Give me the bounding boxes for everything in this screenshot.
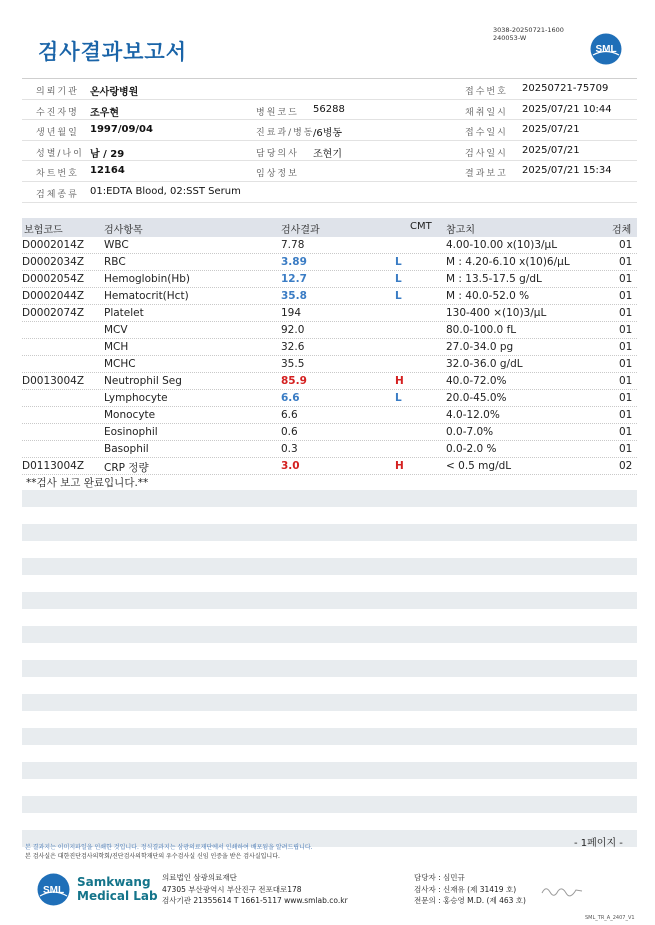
result-flag: H bbox=[395, 460, 404, 472]
result-test-item: Hemoglobin(Hb) bbox=[104, 273, 191, 285]
sml-logo-icon bbox=[590, 33, 622, 65]
result-test-item: MCV bbox=[104, 324, 128, 336]
info-row bbox=[22, 79, 637, 100]
value-collection-time: 2025/07/21 10:44 bbox=[522, 103, 612, 115]
logo-text: SML bbox=[595, 44, 617, 55]
value-patient-name: 조우현 bbox=[90, 107, 119, 119]
result-flag: L bbox=[395, 290, 402, 302]
result-row bbox=[22, 305, 637, 322]
result-specimen: 01 bbox=[619, 426, 633, 438]
org-address: 47305 부산광역시 부산진구 전포대로178 bbox=[162, 884, 302, 894]
result-reference-range: 20.0-45.0% bbox=[446, 392, 507, 404]
header-reference: 참고치 bbox=[446, 225, 475, 236]
organization-info bbox=[162, 872, 348, 907]
result-insurance-code: D0002044Z bbox=[22, 290, 85, 302]
signature-mark bbox=[540, 882, 584, 898]
result-row bbox=[22, 237, 637, 254]
result-test-item: CRP 정량 bbox=[104, 462, 149, 474]
result-specimen: 01 bbox=[619, 256, 633, 268]
result-reference-range: M : 4.20-6.10 x(10)6/μL bbox=[446, 256, 570, 268]
document-code bbox=[493, 26, 564, 42]
results-header bbox=[22, 218, 637, 237]
brand-line-1: Samkwang bbox=[77, 875, 151, 889]
result-value: 6.6 bbox=[281, 409, 298, 421]
result-test-item: Lymphocyte bbox=[104, 392, 168, 404]
value-receipt-time: 2025/07/21 bbox=[522, 124, 580, 136]
result-reference-range: M : 40.0-52.0 % bbox=[446, 290, 530, 302]
result-row bbox=[22, 424, 637, 441]
label-birth-date: 생년월일 bbox=[36, 128, 79, 139]
print-disclaimer: 본 결과지는 이미지파일을 인쇄한 것입니다. 정식결과지는 삼광의료재단에서 인쇄하여 배포됨을 알려드립니다. bbox=[25, 844, 313, 851]
result-row bbox=[22, 373, 637, 390]
report-complete-note: **검사 보고 완료입니다.** bbox=[26, 477, 149, 489]
label-receipt-time: 접수일시 bbox=[465, 128, 508, 139]
label-test-time: 검사일시 bbox=[465, 148, 508, 159]
result-test-item: MCH bbox=[104, 341, 129, 353]
result-flag: H bbox=[395, 375, 404, 387]
result-reference-range: 0.0-2.0 % bbox=[446, 443, 497, 455]
result-row bbox=[22, 254, 637, 271]
result-specimen: 01 bbox=[619, 409, 633, 421]
result-row bbox=[22, 322, 637, 339]
empty-rows-area bbox=[22, 490, 637, 848]
brand-line-2: Medical Lab bbox=[77, 889, 158, 903]
result-test-item: RBC bbox=[104, 256, 126, 268]
result-specimen: 01 bbox=[619, 358, 633, 370]
result-specimen: 02 bbox=[619, 460, 633, 472]
org-contact: 검사기관 21355614 T 1661-5117 www.smlab.co.kr bbox=[162, 896, 348, 905]
staff-info bbox=[414, 872, 526, 907]
result-value: 7.78 bbox=[281, 239, 305, 251]
document-code-line-1: 3038-20250721-1600 bbox=[493, 26, 564, 34]
value-department-ward: /6병동 bbox=[313, 128, 343, 140]
result-test-item: Neutrophil Seg bbox=[104, 375, 182, 387]
result-specimen: 01 bbox=[619, 290, 633, 302]
result-test-item: Basophil bbox=[104, 443, 149, 455]
header-insurance-code: 보험코드 bbox=[24, 225, 63, 236]
result-value: 0.3 bbox=[281, 443, 298, 455]
org-name: 의료법인 삼광의료재단 bbox=[162, 873, 237, 882]
result-value: 35.5 bbox=[281, 358, 305, 370]
result-row bbox=[22, 339, 637, 356]
result-specimen: 01 bbox=[619, 341, 633, 353]
result-flag: L bbox=[395, 392, 402, 404]
label-hospital-code: 병원코드 bbox=[256, 107, 299, 118]
result-insurance-code: D0113004Z bbox=[22, 460, 85, 472]
form-code: SML_TR_A_2407_V1 bbox=[585, 915, 635, 921]
result-value: 3.0 bbox=[281, 460, 300, 472]
result-reference-range: 27.0-34.0 pg bbox=[446, 341, 514, 353]
result-reference-range: 0.0-7.0% bbox=[446, 426, 494, 438]
result-test-item: Hematocrit(Hct) bbox=[104, 290, 189, 302]
label-requesting-org: 의뢰기관 bbox=[36, 87, 79, 97]
result-reference-range: 32.0-36.0 g/dL bbox=[446, 358, 523, 370]
staff-tester: 검사자 : 신재유 (제 31419 호) bbox=[414, 884, 517, 894]
info-row bbox=[22, 141, 637, 162]
value-report-time: 2025/07/21 15:34 bbox=[522, 165, 612, 177]
label-department-ward: 진료과/병동 bbox=[256, 128, 315, 139]
header-test-result: 검사결과 bbox=[281, 225, 320, 236]
result-reference-range: 4.0-12.0% bbox=[446, 409, 500, 421]
value-requesting-org: 온사랑병원 bbox=[90, 87, 139, 98]
result-flag: L bbox=[395, 256, 402, 268]
result-row bbox=[22, 356, 637, 373]
result-specimen: 01 bbox=[619, 324, 633, 336]
result-value: 32.6 bbox=[281, 341, 305, 353]
result-test-item: Monocyte bbox=[104, 409, 156, 421]
result-row bbox=[22, 390, 637, 407]
brand-name bbox=[77, 875, 158, 903]
value-receipt-number: 20250721-75709 bbox=[522, 83, 609, 94]
accreditation-note: 본 검사실은 대한진단검사의학회/진단검사의학재단의 우수검사실 신임 인증을 받은 검사실입니다. bbox=[25, 853, 280, 860]
label-report-time: 결과보고 bbox=[465, 169, 508, 180]
result-value: 0.6 bbox=[281, 426, 298, 438]
result-test-item: MCHC bbox=[104, 358, 136, 370]
header-specimen: 검체 bbox=[612, 225, 632, 236]
value-doctor: 조현기 bbox=[313, 148, 342, 160]
result-value: 3.89 bbox=[281, 256, 307, 268]
document-code-line-2: 240053-W bbox=[493, 34, 527, 42]
patient-info-table bbox=[22, 78, 637, 203]
sml-footer-logo-icon bbox=[37, 873, 70, 906]
result-test-item: Eosinophil bbox=[104, 426, 158, 438]
result-specimen: 01 bbox=[619, 273, 633, 285]
result-reference-range: 130-400 ×(10)3/μL bbox=[446, 307, 547, 319]
result-insurance-code: D0002054Z bbox=[22, 273, 85, 285]
result-row bbox=[22, 441, 637, 458]
value-test-time: 2025/07/21 bbox=[522, 144, 580, 156]
value-specimen-type: 01:EDTA Blood, 02:SST Serum bbox=[90, 185, 241, 197]
value-chart-number: 12164 bbox=[90, 165, 125, 177]
result-flag: L bbox=[395, 273, 402, 285]
label-doctor: 담당의사 bbox=[256, 148, 299, 159]
result-reference-range: 80.0-100.0 fL bbox=[446, 324, 517, 336]
info-row bbox=[22, 161, 637, 182]
value-birth-date: 1997/09/04 bbox=[90, 124, 153, 136]
staff-specialist: 전문의 : 홍승영 M.D. (제 463 호) bbox=[414, 896, 526, 905]
value-sex-age: 남 / 29 bbox=[90, 148, 125, 160]
result-specimen: 01 bbox=[619, 239, 633, 251]
label-patient-name: 수진자명 bbox=[36, 107, 79, 118]
footer-logo-text: SML bbox=[42, 885, 65, 896]
result-test-item: Platelet bbox=[104, 307, 144, 319]
result-specimen: 01 bbox=[619, 307, 633, 319]
result-test-item: WBC bbox=[104, 239, 129, 251]
result-row bbox=[22, 271, 637, 288]
result-value: 194 bbox=[281, 307, 302, 319]
result-insurance-code: D0002034Z bbox=[22, 256, 85, 268]
result-specimen: 01 bbox=[619, 392, 633, 404]
header-test-item: 검사항목 bbox=[104, 225, 143, 236]
info-row bbox=[22, 182, 637, 203]
staff-manager: 담당자 : 심민규 bbox=[414, 873, 465, 882]
header-cmt: CMT bbox=[410, 221, 432, 232]
result-value: 35.8 bbox=[281, 290, 307, 302]
result-specimen: 01 bbox=[619, 375, 633, 387]
result-value: 6.6 bbox=[281, 392, 300, 404]
label-chart-number: 차트번호 bbox=[36, 169, 79, 180]
result-value: 85.9 bbox=[281, 375, 307, 387]
result-value: 12.7 bbox=[281, 273, 307, 285]
page-number: - 1페이지 - bbox=[574, 838, 623, 849]
result-reference-range: < 0.5 mg/dL bbox=[446, 460, 512, 472]
label-specimen-type: 검체종류 bbox=[36, 189, 79, 200]
results-table bbox=[22, 237, 637, 475]
value-hospital-code: 56288 bbox=[313, 103, 345, 115]
result-row bbox=[22, 288, 637, 305]
result-reference-range: 4.00-10.00 x(10)3/μL bbox=[446, 239, 558, 251]
report-title: 검사결과보고서 bbox=[38, 40, 188, 64]
info-row bbox=[22, 100, 637, 121]
label-sex-age: 성별/나이 bbox=[36, 148, 84, 159]
label-clinical-info: 임상정보 bbox=[256, 169, 299, 180]
result-row bbox=[22, 407, 637, 424]
result-insurance-code: D0013004Z bbox=[22, 375, 85, 387]
result-specimen: 01 bbox=[619, 443, 633, 455]
result-insurance-code: D0002074Z bbox=[22, 307, 85, 319]
result-reference-range: 40.0-72.0% bbox=[446, 375, 507, 387]
result-row bbox=[22, 458, 637, 475]
result-value: 92.0 bbox=[281, 324, 305, 336]
label-collection-time: 채취일시 bbox=[465, 107, 508, 118]
result-insurance-code: D0002014Z bbox=[22, 239, 85, 251]
label-receipt-number: 접수번호 bbox=[465, 87, 508, 97]
info-row bbox=[22, 120, 637, 141]
result-reference-range: M : 13.5-17.5 g/dL bbox=[446, 273, 542, 285]
